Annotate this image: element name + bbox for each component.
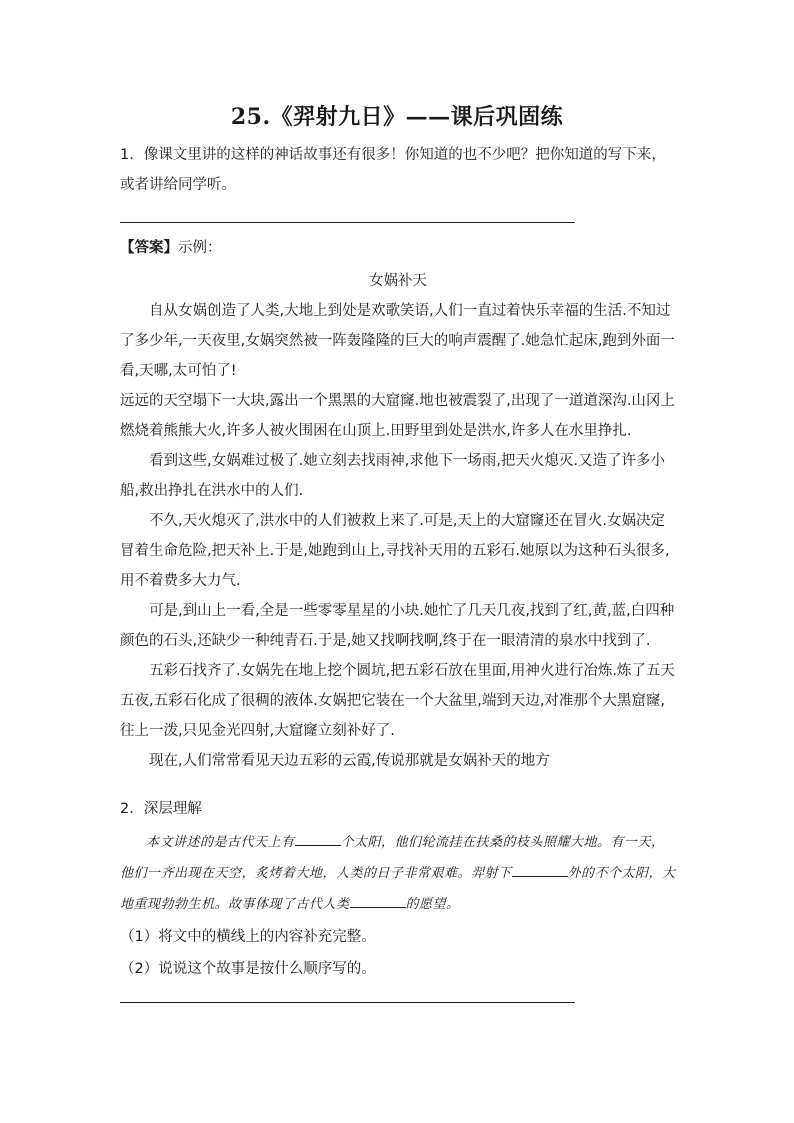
answer-line-2 [120,1002,575,1003]
answer-label: 【答案】 [120,240,178,256]
story-paragraph: 看到这些,女娲难过极了.她立刻去找雨神,求他下一场雨,把天火熄灭.又造了许多小船,救出挣扎在洪水中的人们. [120,453,666,499]
story-paragraph: 五彩石找齐了.女娲先在地上挖个圆坑,把五彩石放在里面,用神火进行冶炼.炼了五天五夜,五彩石化成了很稠的液体.女娲把它装在一个大盆里,端到天边,对准那个大黑窟窿,往上一泼,只见金光四射,大窟窿立刻补好了. [120,663,675,739]
question-2-text: 深层理解 [143,801,202,817]
question-2-number: 2． [120,801,144,817]
question-1 [120,140,676,200]
passage-part-2: 个太阳，他们轮流挂在扶桑的枝头照耀大地。有一天，他们一齐出现在天空，炙烤着大地，人类的日子非常艰难。羿射下 [120,835,665,881]
passage-part-3: 外的不个太阳，大地重现勃勃生机。故事体现了古代人类 [120,866,676,912]
story-paragraph: 自从女娲创造了人类,大地上到处是欢歌笑语,人们一直过着快乐幸福的生活.不知过了多少年,一天夜里,女娲突然被一阵轰隆隆的巨大的响声震醒了.她急忙起床,跑到外面一看,天哪,太可怕了! [120,303,675,379]
fill-in-passage [120,827,676,920]
question-1-text: 像课文里讲的这样的神话故事还有很多！你知道的也不少吧？把你知道的写下来，或者讲给同学听。 [120,147,666,193]
passage-part-4: 的愿望。 [405,897,460,912]
blank-sun-count[interactable] [295,831,341,846]
answer-line-1 [120,222,575,223]
question-1-number: 1． [120,147,144,163]
passage-part-1: 本文讲述的是古代天上有 [146,835,295,850]
question-2 [120,794,676,824]
sub-question-2: （2）说说这个故事是按什么顺序写的。 [120,961,376,977]
answer-header [120,233,676,263]
blank-human-wish[interactable] [350,893,406,908]
story-title: 女娲补天 [369,273,427,289]
story-body [120,296,676,776]
blank-shot-suns[interactable] [512,862,568,877]
story-paragraph: 现在,人们常常看见天边五彩的云霞,传说那就是女娲补天的地方 [149,753,550,769]
story-paragraph: 可是,到山上一看,全是一些零零星星的小块.她忙了几天几夜,找到了红,黄,蓝,白四种颜色的石头,还缺少一种纯青石.于是,她又找啊找啊,终于在一眼清清的泉水中找到了. [120,603,675,649]
story-paragraph: 远远的天空塌下一大块,露出一个黑黑的大窟窿.地也被震裂了,出现了一道道深沟.山冈上燃烧着熊熊大火,许多人被火围困在山顶上.田野里到处是洪水,许多人在水里挣扎. [120,393,675,439]
page-title: 25.《羿射九日》——课后巩固练 [230,104,564,130]
sub-question-1: （1）将文中的横线上的内容补充完整。 [120,929,376,945]
answer-prefix: 示例： [178,240,222,256]
story-paragraph: 不久,天火熄灭了,洪水中的人们被救上来了.可是,天上的大窟窿还在冒火.女娲决定冒着生命危险,把天补上.于是,她跑到山上,寻找补天用的五彩石.她原以为这种石头很多,用不着费多大力气. [120,513,670,589]
